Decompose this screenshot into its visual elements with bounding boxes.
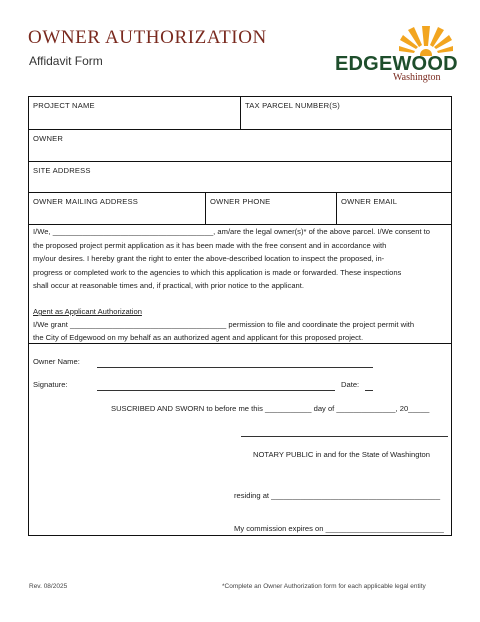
owner-email-field[interactable]: [336, 193, 451, 224]
owner-field[interactable]: [29, 130, 451, 162]
sworn-statement: SUSCRIBED AND SWORN to before me this ___________ day of ______________, 20_____: [111, 404, 430, 413]
consent-line-5: shall occur at reasonable times and, if practical, with prior notice to the applicant.: [33, 281, 304, 290]
signature-section: [29, 344, 451, 536]
form-row-project: [29, 97, 451, 130]
residing-at: residing at ________________________________________: [234, 491, 441, 500]
agent-line-2: the City of Edgewood on my behalf as an authorized agent and applicant for this proposed project.: [33, 333, 364, 342]
consent-line-1: I/We, ______________________________________, am/are the legal owner(s)* of the above parcel. I/We consent to: [33, 227, 430, 236]
owner-label: OWNER: [33, 134, 64, 143]
mailing-address-field[interactable]: [29, 193, 205, 224]
logo-subtitle: Washington: [393, 72, 441, 83]
owner-phone-label: OWNER PHONE: [210, 197, 271, 206]
consent-line-4: progress or completed work to the agencies to which this application is made or forwarded. These inspections: [33, 267, 402, 277]
mailing-address-label: OWNER MAILING ADDRESS: [33, 197, 139, 206]
signature-label: Signature:: [33, 380, 68, 389]
commission-expires: My commission expires on ____________________________: [234, 524, 444, 533]
page-title: OWNER AUTHORIZATION: [28, 27, 267, 48]
tax-parcel-label: TAX PARCEL NUMBER(S): [245, 101, 340, 110]
form-row-contact: [29, 193, 451, 225]
project-name-label: PROJECT NAME: [33, 101, 95, 110]
agent-line-1: I/We grant _____________________________________ permission to file and coordinate the project permit with: [33, 320, 415, 329]
signature-line[interactable]: [97, 390, 335, 391]
site-address-field[interactable]: [29, 162, 451, 193]
footnote: *Complete an Owner Authorization form for each applicable legal entity: [222, 583, 426, 590]
owner-name-line[interactable]: [97, 367, 373, 368]
date-line[interactable]: [365, 390, 373, 391]
agent-heading: Agent as Applicant Authorization: [33, 307, 142, 316]
notary-caption: NOTARY PUBLIC in and for the State of Washington: [253, 450, 430, 459]
page-subtitle: Affidavit Form: [29, 54, 103, 68]
consent-line-2: the proposed project permit application as it has been made with the free consent and in accordance with: [33, 240, 387, 250]
logo-wordmark: EDGEWOOD: [335, 53, 458, 75]
notary-signature-line[interactable]: [241, 436, 448, 437]
site-address-label: SITE ADDRESS: [33, 166, 91, 175]
consent-section: [29, 225, 451, 344]
owner-name-label: Owner Name:: [33, 357, 80, 366]
sun-logo-icon: [399, 26, 453, 56]
revision-note: Rev. 08/2025: [29, 583, 68, 590]
edgewood-logo: [335, 22, 460, 86]
owner-email-label: OWNER EMAIL: [341, 197, 398, 206]
consent-line-3: my/our desires. I hereby grant the right to enter the above-described location to inspect the proposed, in-: [33, 254, 385, 263]
project-name-field[interactable]: [29, 97, 240, 129]
tax-parcel-field[interactable]: [240, 97, 451, 129]
date-label: Date:: [341, 380, 360, 389]
authorization-form: [28, 96, 452, 536]
owner-phone-field[interactable]: [205, 193, 336, 224]
